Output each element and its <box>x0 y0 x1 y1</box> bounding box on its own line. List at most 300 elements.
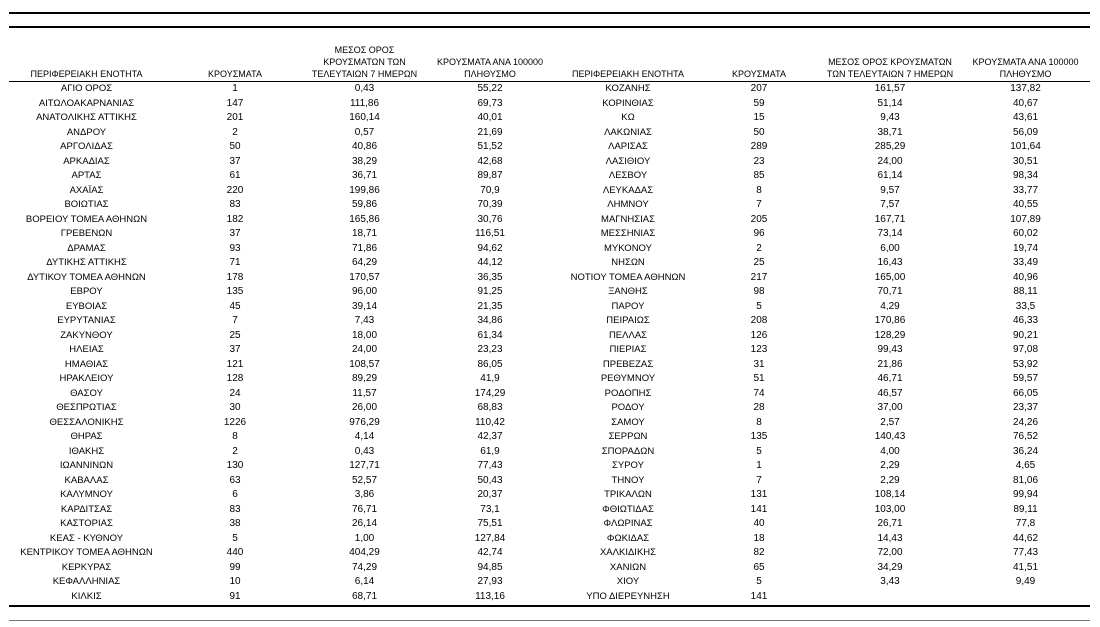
table-row <box>9 561 1090 576</box>
left-per100k-cell: 68,83 <box>477 402 503 413</box>
table-row <box>9 401 1090 416</box>
left-per100k-cell: 21,35 <box>477 300 503 312</box>
right-regional-unit-cell: ΡΟΔΟΥ <box>611 402 645 413</box>
header-7day-average: ΜΕΣΟΣ ΟΡΟΣ ΚΡΟΥΣΜΑΤΩΝ ΤΩΝ ΤΕΛΕΥΤΑΙΩΝ 7 ΗΜΕΡΩΝ <box>311 45 418 79</box>
right-avg7-cell: 9,57 <box>880 184 900 196</box>
right-avg7-cell: 161,57 <box>874 83 906 94</box>
right-avg7-cell: 24,00 <box>877 155 903 167</box>
right-avg7-cell: 70,71 <box>877 286 903 297</box>
left-cases-cell: 30 <box>229 402 241 413</box>
right-per100k-cell: 107,89 <box>1010 213 1041 225</box>
left-regional-unit-cell: ΒΟΙΩΤΙΑΣ <box>64 199 109 210</box>
table-row <box>9 198 1090 213</box>
left-regional-unit-cell: ΙΘΑΚΗΣ <box>68 445 105 457</box>
left-per100k-cell: 61,9 <box>480 445 500 457</box>
left-regional-unit-cell: ΑΓΙΟ ΟΡΟΣ <box>60 83 113 94</box>
right-regional-unit-cell: ΜΕΣΣΗΝΙΑΣ <box>600 228 656 239</box>
right-per100k-cell: 40,96 <box>1012 271 1039 283</box>
right-regional-unit-cell: ΦΩΚΙΔΑΣ <box>606 532 650 544</box>
right-avg7-cell: 103,00 <box>874 503 906 515</box>
header-regional-unit: ΠΕΡΙΦΕΡΕΙΑΚΗ ΕΝΟΤΗΤΑ <box>571 69 685 79</box>
right-regional-unit-cell: ΣΕΡΡΩΝ <box>608 431 648 442</box>
left-avg7-cell: 40,86 <box>351 141 378 152</box>
left-cases-cell: 1 <box>232 83 238 94</box>
left-avg7-cell: 96,00 <box>351 286 378 297</box>
left-per100k-cell: 44,12 <box>477 257 503 268</box>
table-row <box>9 503 1090 518</box>
right-avg7-cell: 108,14 <box>874 489 906 500</box>
left-avg7-cell: 404,29 <box>349 547 380 558</box>
left-regional-unit-cell: ΚΑΣΤΟΡΙΑΣ <box>60 518 113 529</box>
left-avg7-cell: 24,00 <box>351 344 378 355</box>
left-avg7-cell: 0,43 <box>354 83 375 94</box>
header-cases-per-100k: ΚΡΟΥΣΜΑΤΑ ΑΝΑ 100000 ΠΛΗΘΥΣΜΟ <box>437 57 543 79</box>
left-avg7-cell: 89,29 <box>351 373 378 384</box>
right-regional-unit-cell: ΣΑΜΟΥ <box>611 416 645 428</box>
left-per100k-cell: 75,51 <box>477 518 503 529</box>
right-avg7-cell: 38,71 <box>877 126 903 138</box>
right-regional-unit-cell: ΝΗΣΩΝ <box>611 257 645 268</box>
right-avg7-cell: 4,00 <box>880 445 900 457</box>
right-regional-unit-cell: ΚΟΖΑΝΗΣ <box>605 83 651 94</box>
header-7day-average: ΜΕΣΟΣ ΟΡΟΣ ΚΡΟΥΣΜΑΤΩΝ ΤΩΝ ΤΕΛΕΥΤΑΙΩΝ 7 ΗΜΕΡΩΝ <box>826 57 954 79</box>
right-regional-unit-cell: ΠΕΙΡΑΙΩΣ <box>606 315 650 326</box>
left-per100k-cell: 42,68 <box>477 155 503 167</box>
left-avg7-cell: 165,86 <box>349 213 380 225</box>
table-row <box>9 416 1090 431</box>
right-regional-unit-cell: ΛΕΣΒΟΥ <box>608 170 648 181</box>
left-regional-unit-cell: ΕΒΡΟΥ <box>70 286 103 297</box>
left-per100k-cell: 127,84 <box>474 532 506 544</box>
left-avg7-cell: 0,57 <box>354 126 375 138</box>
left-regional-unit-cell: ΑΙΤΩΛΟΑΚΑΡΝΑΝΙΑΣ <box>38 97 135 109</box>
left-cases-cell: 91 <box>229 590 241 602</box>
right-cases-cell: 74 <box>753 387 765 399</box>
right-regional-unit-cell: ΥΠΟ ΔΙΕΡΕΥΝΗΣΗ <box>586 590 670 602</box>
right-per100k-cell: 76,52 <box>1012 431 1039 442</box>
left-regional-unit-cell: ΗΜΑΘΙΑΣ <box>64 358 109 370</box>
left-avg7-cell: 36,71 <box>351 170 378 181</box>
right-cases-cell: 98 <box>753 286 765 297</box>
table-row <box>9 387 1090 402</box>
right-cases-cell: 2 <box>756 242 762 254</box>
left-regional-unit-cell: ΘΕΣΣΑΛΟΝΙΚΗΣ <box>49 416 124 428</box>
left-avg7-cell: 26,00 <box>351 402 378 413</box>
header-cases-per-100k: ΚΡΟΥΣΜΑΤΑ ΑΝΑ 100000 ΠΛΗΘΥΣΜΟ <box>972 57 1079 79</box>
left-cases-cell: 93 <box>229 242 241 254</box>
left-avg7-cell: 38,29 <box>351 155 378 167</box>
table-row <box>9 517 1090 532</box>
table-row <box>9 314 1090 329</box>
left-per100k-cell: 51,52 <box>477 141 503 152</box>
right-cases-cell: 8 <box>756 184 762 196</box>
right-per100k-cell: 77,8 <box>1015 518 1036 529</box>
right-avg7-cell: 72,00 <box>877 547 903 558</box>
right-regional-unit-cell: ΧΙΟΥ <box>616 576 640 587</box>
left-per100k-cell: 70,9 <box>480 184 500 196</box>
table-row <box>9 140 1090 155</box>
left-per100k-cell: 21,69 <box>477 126 503 138</box>
right-per100k-cell: 9,49 <box>1015 576 1036 587</box>
right-regional-unit-cell: ΤΗΝΟΥ <box>611 474 645 486</box>
table-row <box>9 227 1090 242</box>
left-avg7-cell: 76,71 <box>351 503 378 515</box>
left-regional-unit-cell: ΔΡΑΜΑΣ <box>67 242 106 254</box>
right-avg7-cell: 16,43 <box>877 257 903 268</box>
header-cases: ΚΡΟΥΣΜΑΤΑ <box>732 69 786 79</box>
right-cases-cell: 59 <box>753 97 765 109</box>
right-per100k-cell: 40,67 <box>1012 97 1039 109</box>
left-cases-cell: 2 <box>232 445 238 457</box>
left-cases-cell: 178 <box>226 271 244 283</box>
left-regional-unit-cell: ΚΕΝΤΡΙΚΟΥ ΤΟΜΕΑ ΑΘΗΝΩΝ <box>20 547 153 558</box>
right-per100k-cell: 66,05 <box>1012 387 1039 399</box>
table-row <box>9 126 1090 141</box>
left-per100k-cell: 113,16 <box>475 590 505 602</box>
table-row <box>9 358 1090 373</box>
left-avg7-cell: 59,86 <box>351 199 378 210</box>
right-cases-cell: 96 <box>753 228 765 239</box>
left-cases-cell: 135 <box>226 286 244 297</box>
right-avg7-cell: 14,43 <box>877 532 903 544</box>
left-avg7-cell: 4,14 <box>354 431 375 442</box>
right-regional-unit-cell: ΦΘΙΩΤΙΔΑΣ <box>602 503 654 515</box>
left-regional-unit-cell: ΚΑΛΥΜΝΟΥ <box>60 489 113 500</box>
right-cases-cell: 8 <box>756 416 762 428</box>
right-regional-unit-cell: ΡΟΔΟΠΗΣ <box>604 387 652 399</box>
left-cases-cell: 7 <box>232 315 238 326</box>
table-row <box>9 111 1090 126</box>
left-regional-unit-cell: ΚΑΒΑΛΑΣ <box>64 474 109 486</box>
right-avg7-cell: 6,00 <box>880 242 900 254</box>
right-regional-unit-cell: ΧΑΝΙΩΝ <box>609 561 647 573</box>
right-cases-cell: 15 <box>753 112 765 123</box>
left-per100k-cell: 116,51 <box>475 228 505 239</box>
right-per100k-cell: 33,5 <box>1015 300 1036 312</box>
left-regional-unit-cell: ΘΕΣΠΡΩΤΙΑΣ <box>56 402 117 413</box>
right-per100k-cell: 98,34 <box>1012 170 1039 181</box>
left-avg7-cell: 39,14 <box>351 300 378 312</box>
left-per100k-cell: 94,85 <box>477 561 503 573</box>
left-cases-cell: 45 <box>229 300 241 312</box>
right-cases-cell: 141 <box>750 503 768 515</box>
right-avg7-cell: 51,14 <box>877 97 903 109</box>
left-cases-cell: 2 <box>232 126 238 138</box>
left-avg7-cell: 52,57 <box>351 474 378 486</box>
left-per100k-cell: 174,29 <box>474 387 506 399</box>
left-regional-unit-cell: ΚΙΛΚΙΣ <box>71 590 102 602</box>
right-cases-cell: 85 <box>753 170 765 181</box>
right-cases-cell: 23 <box>753 155 765 167</box>
right-cases-cell: 31 <box>753 358 765 370</box>
right-cases-cell: 141 <box>750 590 768 602</box>
table-row <box>9 155 1090 170</box>
left-per100k-cell: 86,05 <box>477 358 503 370</box>
left-cases-cell: 220 <box>226 184 244 196</box>
left-cases-cell: 8 <box>232 431 238 442</box>
right-cases-cell: 7 <box>756 199 762 210</box>
left-regional-unit-cell: ΑΝΔΡΟΥ <box>66 126 107 138</box>
left-avg7-cell: 111,86 <box>349 97 380 109</box>
right-avg7-cell: 99,43 <box>877 344 903 355</box>
left-regional-unit-cell: ΒΟΡΕΙΟΥ ΤΟΜΕΑ ΑΘΗΝΩΝ <box>25 213 148 225</box>
right-per100k-cell: 101,64 <box>1010 141 1041 152</box>
left-per100k-cell: 73,1 <box>480 503 500 515</box>
table-row <box>9 242 1090 257</box>
left-avg7-cell: 7,43 <box>354 315 375 326</box>
right-regional-unit-cell: ΚΩ <box>621 112 635 123</box>
right-regional-unit-cell: ΛΑΣΙΘΙΟΥ <box>605 155 651 167</box>
right-avg7-cell: 7,57 <box>880 199 900 210</box>
right-avg7-cell: 46,71 <box>877 373 903 384</box>
left-per100k-cell: 69,73 <box>477 97 503 109</box>
header-regional-unit: ΠΕΡΙΦΕΡΕΙΑΚΗ ΕΝΟΤΗΤΑ <box>30 69 143 79</box>
right-cases-cell: 207 <box>750 83 768 94</box>
table-row <box>9 575 1090 590</box>
left-cases-cell: 201 <box>226 112 244 123</box>
left-cases-cell: 182 <box>226 213 244 225</box>
left-avg7-cell: 68,71 <box>351 590 378 602</box>
right-per100k-cell: 89,11 <box>1013 503 1038 515</box>
left-regional-unit-cell: ΘΗΡΑΣ <box>70 431 103 442</box>
left-avg7-cell: 18,71 <box>351 228 378 239</box>
right-regional-unit-cell: ΠΑΡΟΥ <box>611 300 645 312</box>
left-regional-unit-cell: ΑΡΓΟΛΙΔΑΣ <box>60 141 113 152</box>
right-per100k-cell <box>961 590 1090 605</box>
table-row <box>9 300 1090 315</box>
left-cases-cell: 83 <box>229 503 241 515</box>
left-avg7-cell: 3,86 <box>354 489 375 500</box>
right-cases-cell: 289 <box>750 141 768 152</box>
right-per100k-cell: 60,02 <box>1012 228 1039 239</box>
right-per100k-cell: 81,06 <box>1012 474 1039 486</box>
table-row <box>9 343 1090 358</box>
right-cases-cell: 18 <box>753 532 765 544</box>
table-row <box>9 97 1090 112</box>
table-row <box>9 372 1090 387</box>
right-regional-unit-cell: ΠΙΕΡΙΑΣ <box>609 344 647 355</box>
right-cases-cell: 5 <box>756 300 762 312</box>
right-regional-unit-cell: ΧΑΛΚΙΔΙΚΗΣ <box>599 547 657 558</box>
left-regional-unit-cell: ΑΡΤΑΣ <box>71 170 102 181</box>
left-avg7-cell: 199,86 <box>349 184 380 196</box>
right-regional-unit-cell: ΝΟΤΙΟΥ ΤΟΜΕΑ ΑΘΗΝΩΝ <box>570 271 686 283</box>
left-regional-unit-cell: ΙΩΑΝΝΙΝΩΝ <box>59 460 114 471</box>
right-per100k-cell: 99,94 <box>1012 489 1039 500</box>
right-cases-cell: 51 <box>753 373 765 384</box>
right-regional-unit-cell: ΛΑΚΩΝΙΑΣ <box>604 126 652 138</box>
right-per100k-cell: 46,33 <box>1012 315 1039 326</box>
left-regional-unit-cell: ΕΥΡΥΤΑΝΙΑΣ <box>57 315 116 326</box>
right-avg7-cell: 73,14 <box>877 228 903 239</box>
left-cases-cell: 128 <box>226 373 244 384</box>
left-per100k-cell: 41,9 <box>480 373 500 384</box>
left-per100k-cell: 110,42 <box>475 416 505 428</box>
left-avg7-cell: 71,86 <box>351 242 378 254</box>
left-per100k-cell: 94,62 <box>477 242 503 254</box>
left-per100k-cell: 70,39 <box>477 199 503 210</box>
left-per100k-cell: 61,34 <box>477 329 503 341</box>
left-per100k-cell: 50,43 <box>477 474 503 486</box>
left-avg7-cell: 976,29 <box>349 416 380 428</box>
right-cases-cell: 126 <box>750 329 768 341</box>
left-cases-cell: 130 <box>226 460 244 471</box>
right-per100k-cell: 44,62 <box>1012 532 1039 544</box>
left-cases-cell: 99 <box>229 561 241 573</box>
right-cases-cell: 5 <box>756 445 762 457</box>
right-cases-cell: 205 <box>750 213 768 225</box>
right-avg7-cell: 167,71 <box>874 213 906 225</box>
left-avg7-cell: 127,71 <box>349 460 380 471</box>
right-avg7-cell: 9,43 <box>880 112 900 123</box>
table-row <box>9 445 1090 460</box>
right-cases-cell: 50 <box>753 126 765 138</box>
right-regional-unit-cell: ΡΕΘΥΜΝΟΥ <box>600 373 656 384</box>
table-row <box>9 590 1090 605</box>
table-row <box>9 256 1090 271</box>
table-row <box>9 184 1090 199</box>
right-per100k-cell: 19,74 <box>1012 242 1039 254</box>
right-avg7-cell: 285,29 <box>874 141 906 152</box>
left-cases-cell: 63 <box>229 474 241 486</box>
left-regional-unit-cell: ΚΑΡΔΙΤΣΑΣ <box>60 503 113 515</box>
right-regional-unit-cell: ΠΡΕΒΕΖΑΣ <box>602 358 654 370</box>
right-cases-cell: 40 <box>753 518 765 529</box>
right-per100k-cell: 77,43 <box>1012 547 1039 558</box>
right-per100k-cell: 43,61 <box>1012 112 1039 123</box>
bottom-border <box>9 605 1090 607</box>
right-regional-unit-cell: ΞΑΝΘΗΣ <box>608 286 648 297</box>
right-cases-cell: 65 <box>753 561 765 573</box>
left-cases-cell: 61 <box>229 170 241 181</box>
table-row <box>9 82 1090 97</box>
right-avg7-cell: 2,29 <box>880 460 900 471</box>
right-avg7-cell: 4,29 <box>880 300 900 312</box>
left-avg7-cell: 0,43 <box>354 445 375 457</box>
top-border <box>9 12 1090 14</box>
left-cases-cell: 71 <box>229 257 241 268</box>
right-per100k-cell: 4,65 <box>1015 460 1036 471</box>
right-cases-cell: 1 <box>756 460 762 471</box>
left-cases-cell: 37 <box>229 344 241 355</box>
right-regional-unit-cell: ΜΑΓΝΗΣΙΑΣ <box>601 213 655 225</box>
header-row <box>9 30 1090 82</box>
header-border <box>9 26 1090 28</box>
left-per100k-cell: 91,25 <box>477 286 503 297</box>
table-row <box>9 329 1090 344</box>
left-regional-unit-cell: ΚΕΑΣ - ΚΥΘΝΟΥ <box>49 532 124 544</box>
left-regional-unit-cell: ΗΛΕΙΑΣ <box>69 344 104 355</box>
right-per100k-cell: 41,51 <box>1012 561 1039 573</box>
table-body <box>9 82 1090 605</box>
right-per100k-cell: 88,11 <box>1013 286 1038 297</box>
right-avg7-cell: 34,29 <box>877 561 903 573</box>
right-regional-unit-cell: ΤΡΙΚΑΛΩΝ <box>604 489 652 500</box>
right-avg7-cell: 21,86 <box>877 358 903 370</box>
left-regional-unit-cell: ΔΥΤΙΚΗΣ ΑΤΤΙΚΗΣ <box>46 257 127 268</box>
right-regional-unit-cell: ΜΥΚΟΝΟΥ <box>604 242 652 254</box>
left-cases-cell: 6 <box>232 489 238 500</box>
right-cases-cell: 123 <box>750 344 768 355</box>
table-row <box>9 474 1090 489</box>
left-cases-cell: 1226 <box>223 416 247 428</box>
right-per100k-cell: 33,77 <box>1012 184 1039 196</box>
table-row <box>9 546 1090 561</box>
right-regional-unit-cell: ΚΟΡΙΝΘΙΑΣ <box>602 97 654 109</box>
left-per100k-cell: 20,37 <box>477 489 503 500</box>
right-regional-unit-cell: ΛΗΜΝΟΥ <box>607 199 649 210</box>
left-cases-cell: 24 <box>229 387 241 399</box>
left-avg7-cell: 11,57 <box>352 387 377 399</box>
right-avg7-cell: 2,57 <box>880 416 900 428</box>
right-avg7-cell: 3,43 <box>880 576 900 587</box>
left-avg7-cell: 160,14 <box>349 112 380 123</box>
right-regional-unit-cell: ΛΑΡΙΣΑΣ <box>608 141 648 152</box>
right-avg7-cell: 140,43 <box>874 431 906 442</box>
footer-line <box>9 620 1090 621</box>
left-regional-unit-cell: ΓΡΕΒΕΝΩΝ <box>60 228 113 239</box>
left-regional-unit-cell: ΔΥΤΙΚΟΥ ΤΟΜΕΑ ΑΘΗΝΩΝ <box>27 271 146 283</box>
right-cases-cell: 82 <box>753 547 765 558</box>
left-per100k-cell: 40,01 <box>477 112 503 123</box>
table-row <box>9 213 1090 228</box>
table-row <box>9 169 1090 184</box>
right-cases-cell: 135 <box>750 431 768 442</box>
cases-table-container <box>9 30 1090 604</box>
cases-by-regional-unit-table <box>9 30 1090 604</box>
left-avg7-cell: 6,14 <box>354 576 375 587</box>
left-per100k-cell: 30,76 <box>477 213 503 225</box>
left-per100k-cell: 42,74 <box>477 547 503 558</box>
right-avg7-cell: 170,86 <box>874 315 906 326</box>
table-row <box>9 488 1090 503</box>
right-per100k-cell: 53,92 <box>1012 358 1039 370</box>
left-per100k-cell: 42,37 <box>477 431 503 442</box>
right-cases-cell: 7 <box>756 474 762 486</box>
right-regional-unit-cell: ΠΕΛΛΑΣ <box>608 329 648 341</box>
left-avg7-cell: 74,29 <box>351 561 378 573</box>
left-cases-cell: 37 <box>229 228 241 239</box>
right-avg7-cell: 128,29 <box>874 329 906 341</box>
left-cases-cell: 37 <box>229 155 241 167</box>
left-avg7-cell: 26,14 <box>351 518 378 529</box>
left-regional-unit-cell: ΘΑΣΟΥ <box>70 387 103 399</box>
right-cases-cell: 208 <box>750 315 768 326</box>
left-cases-cell: 25 <box>229 329 241 341</box>
left-avg7-cell: 64,29 <box>351 257 378 268</box>
right-per100k-cell: 30,51 <box>1012 155 1039 167</box>
left-per100k-cell: 55,22 <box>477 83 503 94</box>
right-avg7-cell: 26,71 <box>877 518 903 529</box>
right-per100k-cell: 97,08 <box>1012 344 1039 355</box>
left-per100k-cell: 27,93 <box>477 576 503 587</box>
left-per100k-cell: 23,23 <box>477 344 503 355</box>
left-regional-unit-cell: ΑΡΚΑΔΙΑΣ <box>63 155 110 167</box>
left-regional-unit-cell: ΚΕΡΚΥΡΑΣ <box>61 561 112 573</box>
left-cases-cell: 5 <box>232 532 238 544</box>
right-per100k-cell: 24,26 <box>1012 416 1039 428</box>
right-cases-cell: 25 <box>753 257 765 268</box>
right-regional-unit-cell: ΛΕΥΚΑΔΑΣ <box>602 184 654 196</box>
right-avg7-cell: 61,14 <box>877 170 903 181</box>
left-regional-unit-cell: ΗΡΑΚΛΕΙΟΥ <box>59 373 114 384</box>
right-avg7-cell <box>819 590 961 605</box>
left-regional-unit-cell: ΖΑΚΥΝΘΟΥ <box>60 329 113 341</box>
left-avg7-cell: 170,57 <box>349 271 380 283</box>
left-cases-cell: 147 <box>226 97 244 109</box>
left-cases-cell: 83 <box>229 199 241 210</box>
left-cases-cell: 50 <box>229 141 241 152</box>
